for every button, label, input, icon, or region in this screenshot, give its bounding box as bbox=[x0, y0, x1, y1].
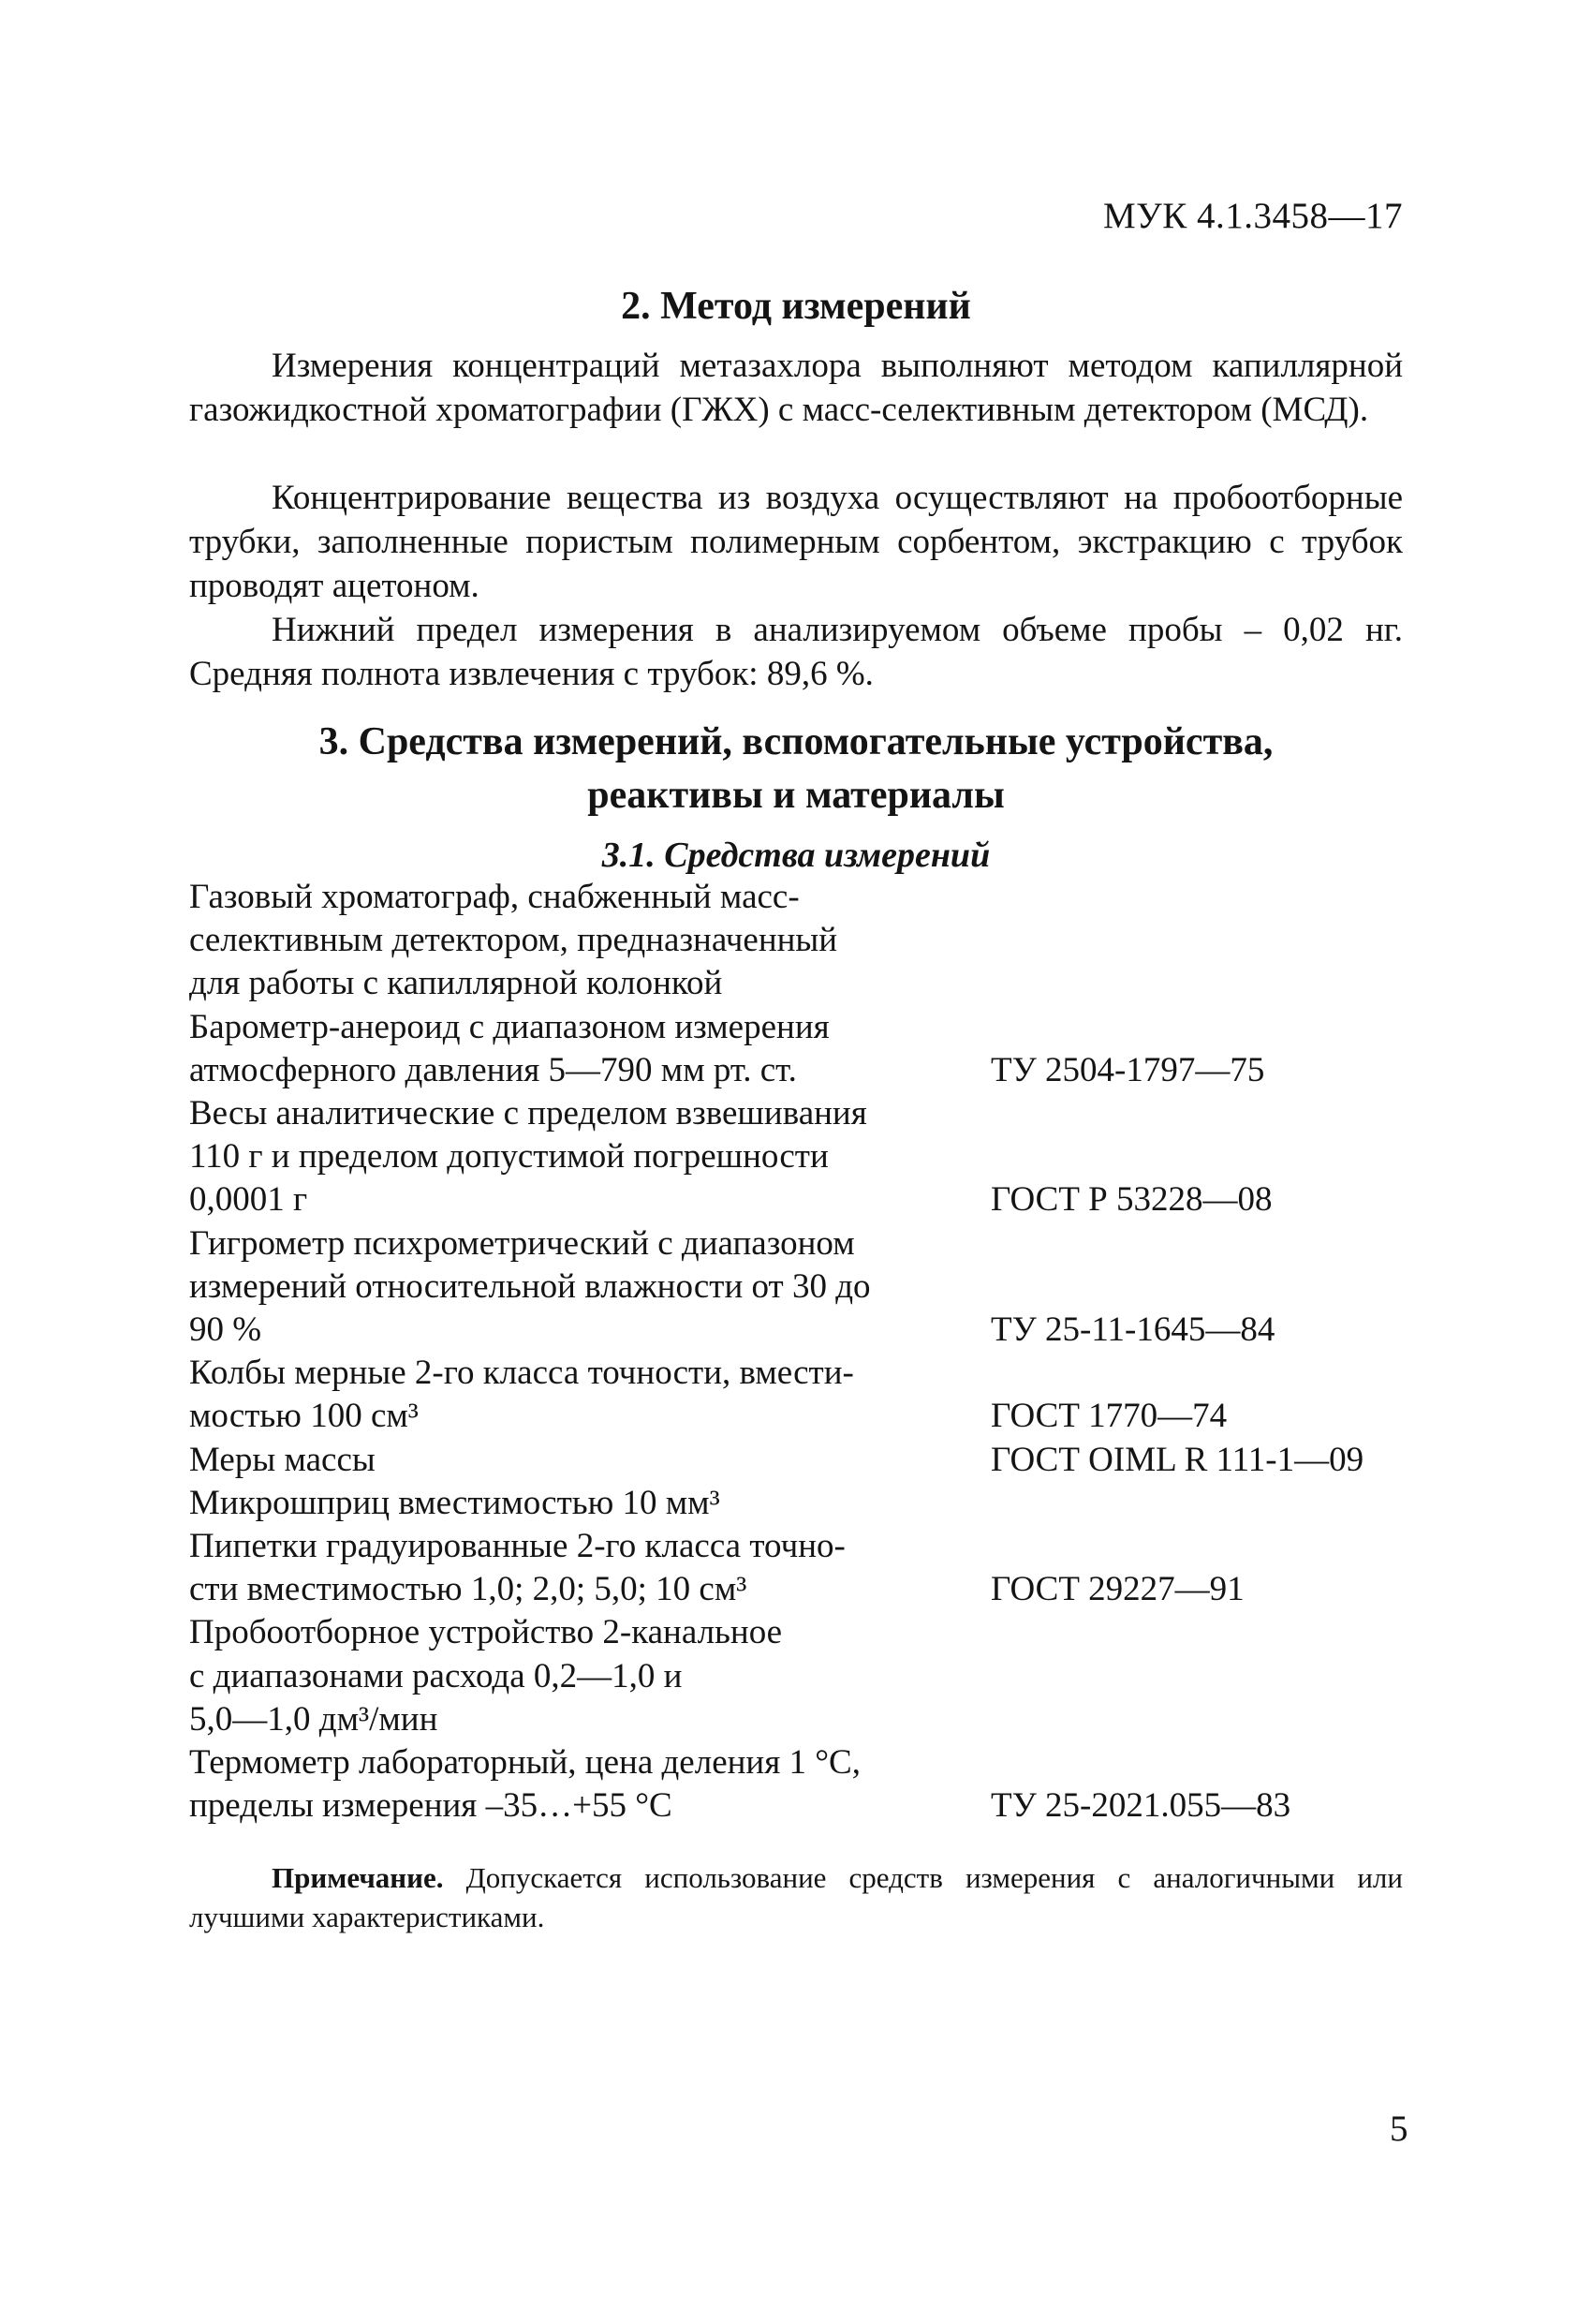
equipment-standard: ГОСТ 1770—74 bbox=[991, 1397, 1228, 1436]
equipment-list bbox=[189, 876, 1444, 1828]
equipment-name: Газовый хроматограф, снабженный масс- селективным детектором, предназначенный для работы с капиллярной колонкой bbox=[189, 878, 838, 1003]
equipment-standard: ТУ 25-11-1645—84 bbox=[991, 1310, 1275, 1350]
equipment-row bbox=[189, 1352, 1444, 1438]
equipment-standard: ГОСТ 29227—91 bbox=[991, 1570, 1245, 1609]
equipment-row bbox=[189, 1482, 1444, 1525]
note bbox=[189, 1858, 1403, 1937]
document-code: МУК 4.1.3458—17 bbox=[1102, 196, 1403, 236]
section-3-title-line-1: 3. Средства измерений, вспомогательные устройства, bbox=[318, 720, 1274, 763]
equipment-name: Микрошприц вместимостью 10 мм³ bbox=[189, 1483, 720, 1522]
note-text: Допускается использование средств измерения с аналогичными или лучшими характеристиками. bbox=[189, 1861, 1403, 1933]
equipment-name: Термометр лабораторный, цена деления 1 °С, пределы измерения –35…+55 °С bbox=[189, 1743, 861, 1826]
section-2-paragraph-3: Нижний предел измерения в анализируемом объеме пробы – 0,02 нг. Средняя полнота извлечения с трубок: 89,6 %. bbox=[189, 611, 1403, 693]
equipment-row bbox=[189, 1439, 1444, 1482]
equipment-standard: ТУ 2504-1797—75 bbox=[991, 1050, 1265, 1089]
equipment-name: Колбы мерные 2-го класса точности, вмести- мостью 100 см³ bbox=[189, 1354, 854, 1436]
equipment-name: Пробоотборное устройство 2-канальное с диапазонами расхода 0,2—1,0 и 5,0—1,0 дм³/мин bbox=[189, 1613, 783, 1739]
equipment-row bbox=[189, 1006, 1444, 1092]
equipment-row bbox=[189, 1611, 1444, 1741]
section-2-paragraph-2: Концентрирование вещества из воздуха осуществляют на пробоотборные трубки, заполненные пористым полимерным сорбентом, экстракцию с трубок проводят ацетоном. bbox=[189, 479, 1403, 605]
equipment-name: Пипетки градуированные 2-го класса точно- сти вместимостью 1,0; 2,0; 5,0; 10 см³ bbox=[189, 1527, 846, 1609]
equipment-name: Гигрометр психрометрический с диапазоном измерений относительной влажности от 30 до 90 % bbox=[189, 1223, 871, 1350]
note-label: Примечание. bbox=[272, 1861, 444, 1894]
equipment-row bbox=[189, 1525, 1444, 1611]
equipment-row bbox=[189, 1092, 1444, 1222]
equipment-standard: ГОСТ OIML R 111-1—09 bbox=[991, 1440, 1364, 1479]
page-number: 5 bbox=[1390, 2109, 1408, 2149]
equipment-row bbox=[189, 876, 1444, 1006]
section-2-title: 2. Метод измерений bbox=[621, 285, 971, 328]
equipment-name: Меры массы bbox=[189, 1440, 376, 1479]
equipment-name: Весы аналитические с пределом взвешивания 110 г и пределом допустимой погрешности 0,0001 г bbox=[189, 1094, 867, 1220]
equipment-row bbox=[189, 1741, 1444, 1828]
equipment-standard: ГОСТ Р 53228—08 bbox=[991, 1180, 1273, 1220]
equipment-row bbox=[189, 1222, 1444, 1353]
section-3-title-line-2: реактивы и материалы bbox=[587, 774, 1005, 817]
section-2-paragraph-1: Измерения концентраций метазахлора выполняют методом капиллярной газожидкостной хроматографии (ГЖХ) с масс-селективным детектором (МСД). bbox=[189, 347, 1403, 429]
subsection-3-1-title: 3.1. Средства измерений bbox=[601, 836, 991, 875]
equipment-name: Барометр-анероид с диапазоном измерения атмосферного давления 5—790 мм рт. ст. bbox=[189, 1007, 830, 1089]
equipment-standard: ТУ 25-2021.055—83 bbox=[991, 1786, 1291, 1826]
